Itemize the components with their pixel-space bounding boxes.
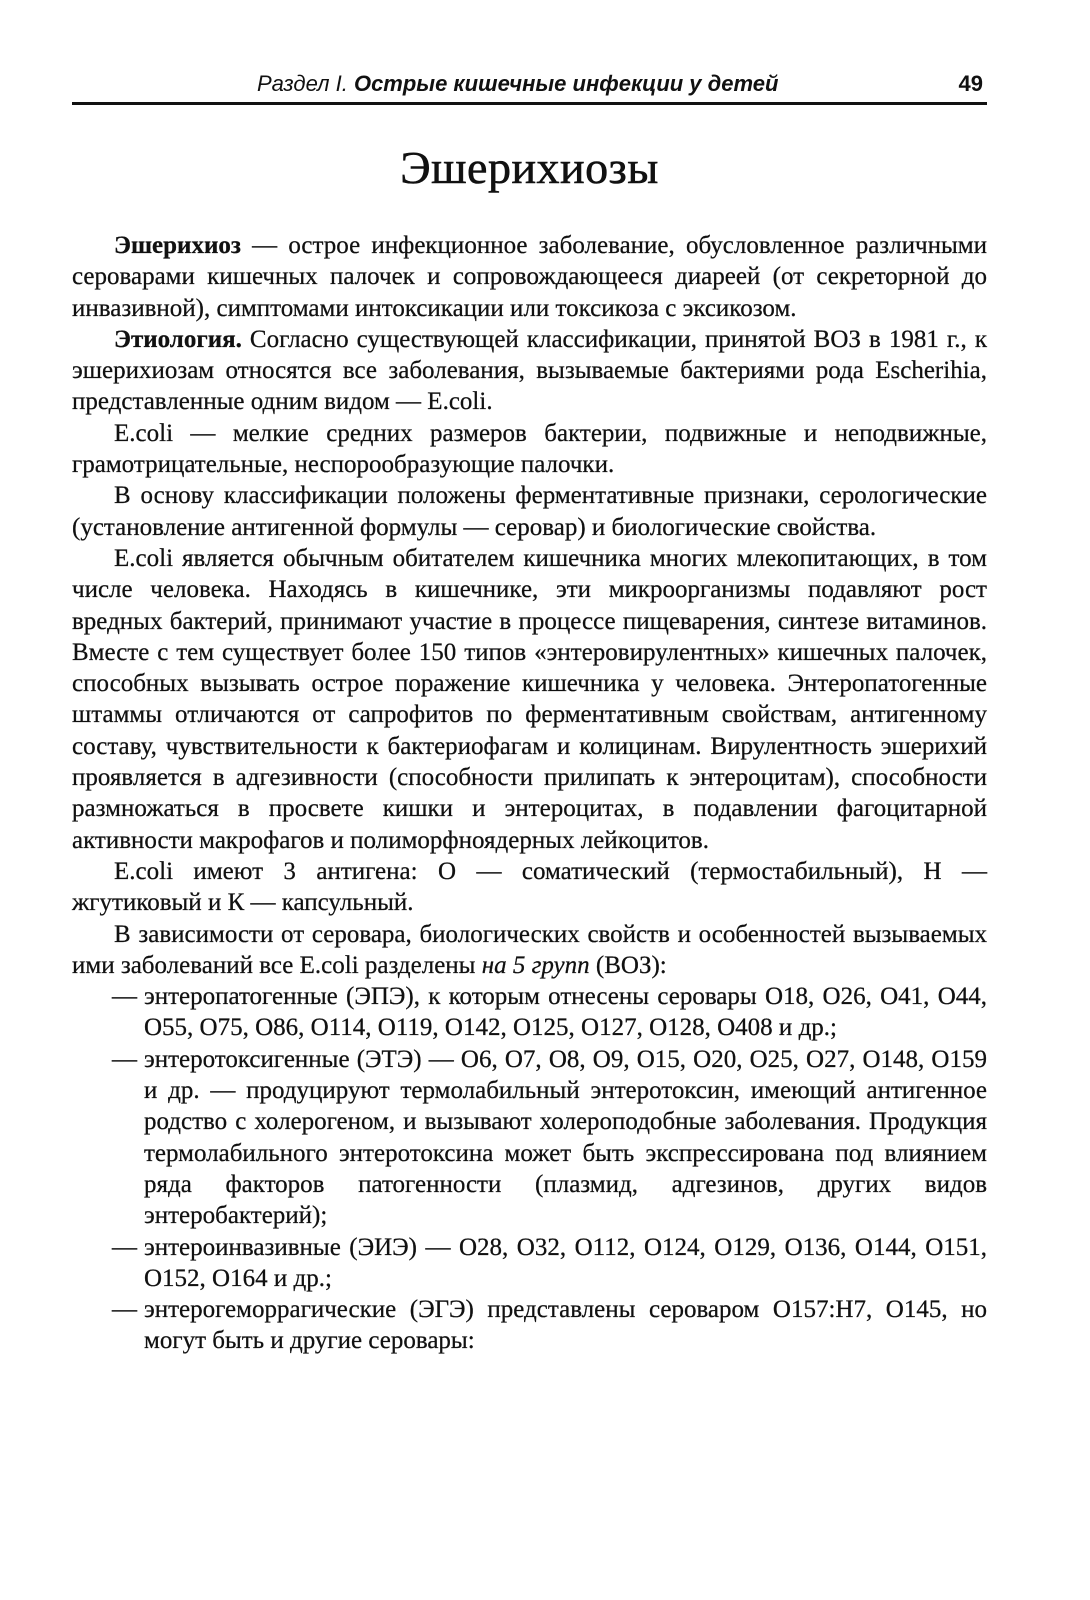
paragraph-virulence: E.coli является обычным обитателем кишечника многих млекопитающих, в том числе человека. Находясь в кишечнике, эти микроорганизмы подавляют рост вредных бактерий, принимают участие в процессе пищеварения, синтезе витаминов. Вместе с тем существует более 150 типов «энтеровирулентных» кишечных палочек, способных вызывать острое поражение кишечника у человека. Энтеропатогенные штаммы отличаются от сапрофитов по ферментативным свойствам, антигенному составу, чувствительности к бактериофагам и колицинам. Вирулентность эшерихий проявляется в адгезивности (способности прилипать к энтероцитам), способности размножаться в просвете кишки и энтероцитах, в подавлении фагоцитарной активности макрофагов и полиморфноядерных лейкоцитов. (72, 544, 987, 854)
list-item-text: энтероинвазивные (ЭИЭ) — О28, О32, О112, О124, О129, О136, О144, О151, О152, О164 и др.; (144, 1233, 987, 1292)
paragraph-groups-intro (72, 919, 987, 982)
chapter-title: Эшерихиозы (400, 142, 659, 193)
section-title: Острые кишечные инфекции у детей (353, 71, 779, 96)
paragraph-definition (72, 230, 987, 324)
paragraph-text: В зависимости от серовара, биологических свойств и особенностей вызываемых ими заболеваний все E.coli разделены (72, 920, 987, 979)
dash-marker: — (112, 983, 137, 1011)
book-page (72, 66, 987, 1357)
paragraph-etiology (72, 324, 987, 418)
groups-list (72, 981, 987, 1357)
paragraph-text: Согласно существующей классификации, принятой ВОЗ в 1981 г., к эшерихиозам относятся все заболевания, вызываемые бактериями рода Escherihia, представленные одним видом — E.coli. (72, 325, 987, 416)
list-item (112, 1044, 987, 1232)
paragraph-morphology: E.coli — мелкие средних размеров бактерии, подвижные и неподвижные, грамотрицательные, неспорообразующие палочки. (72, 419, 987, 479)
dash-marker: — (112, 1045, 137, 1073)
part-label: Раздел I. (257, 71, 348, 96)
page-number: 49 (958, 71, 983, 96)
list-item-text: энтерогеморрагические (ЭГЭ) представлены сероваром О157:Н7, О145, но могут быть и другие серовары: (144, 1296, 987, 1355)
running-title (257, 71, 778, 97)
dash-marker: — (112, 1233, 137, 1261)
list-item (112, 1232, 987, 1295)
term-etiology: Этиология. (114, 325, 242, 353)
list-item (112, 981, 987, 1044)
paragraph-text-after: (ВОЗ): (589, 951, 667, 979)
list-item-text: энтеропатогенные (ЭПЭ), к которым отнесены серовары О18, О26, О41, О44, О55, О75, О86, О114, О119, О142, О125, О127, О128, О408 и др.; (144, 983, 987, 1042)
term-escherichiosis: Эшерихиоз (114, 232, 241, 259)
body-text (72, 230, 987, 1357)
paragraph-classification: В основу классификации положены ферментативные признаки, серологические (установление антигенной формулы — серовар) и биологические свойства. (72, 482, 987, 541)
list-item-text: энтеротоксигенные (ЭТЭ) — О6, О7, О8, О9, О15, О20, О25, О27, О148, О159 и др. — продуцируют термолабильный энтеротоксин, имеющий антигенное родство с холерогеном, и вызывают холероподобные заболевания. Продукция термолабильного энтеротоксина может быть экспрессирована под влиянием ряда факторов патогенности (плазмид, адгезинов, других видов энтеробактерий); (144, 1045, 987, 1230)
paragraph-antigens: E.coli имеют 3 антигена: О — соматический (термостабильный), Н — жгутиковый и К — капсульный. (72, 857, 987, 917)
paragraph-text: — острое инфекционное заболевание, обусловленное различными сероварами кишечных палочек и сопровождающееся диареей (от секреторной до инвазивной), симптомами интоксикации или токсикоза с эксикозом. (72, 232, 987, 322)
running-header (72, 66, 987, 105)
emphasis-five-groups: на 5 групп (481, 951, 590, 979)
dash-marker: — (112, 1296, 137, 1324)
list-item (112, 1294, 987, 1357)
